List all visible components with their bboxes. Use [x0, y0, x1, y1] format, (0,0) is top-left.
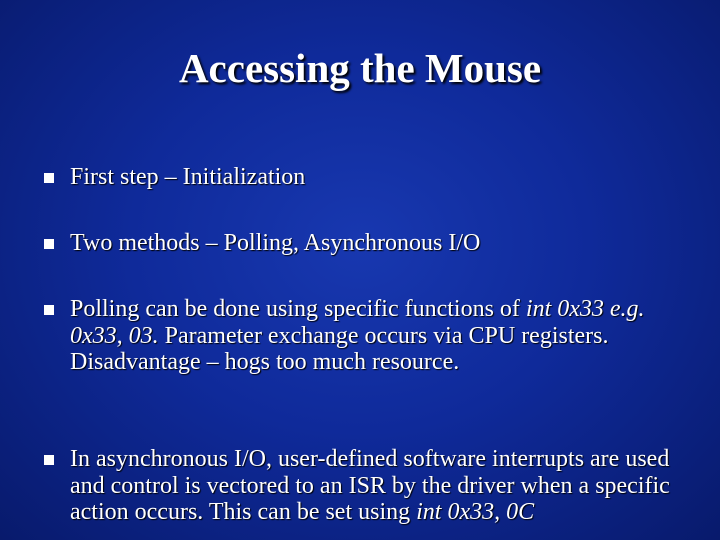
code-reference: int 0x33, 0C	[416, 499, 535, 525]
code-reference: int 0x33 e.g. 0x33, 03.	[70, 296, 645, 349]
square-bullet-icon	[44, 239, 54, 249]
square-bullet-icon	[44, 305, 54, 315]
bullet-text: Two methods – Polling, Asynchronous I/O	[70, 230, 481, 256]
bullet-text: First step – Initialization	[70, 164, 306, 190]
bullet-text: In asynchronous I/O, user-defined software interrupts are used and control is vectored to an ISR by the driver when a specific action occurs. This can be set using int 0x33, 0C	[70, 446, 670, 525]
square-bullet-icon	[44, 173, 54, 183]
bullet-text: Polling can be done using specific functions of int 0x33 e.g. 0x33, 03. Parameter exchange occurs via CPU registers. Disadvantage – hogs too much resource.	[70, 296, 645, 375]
square-bullet-icon	[44, 455, 54, 465]
slide-title: Accessing the Mouse	[178, 45, 542, 91]
